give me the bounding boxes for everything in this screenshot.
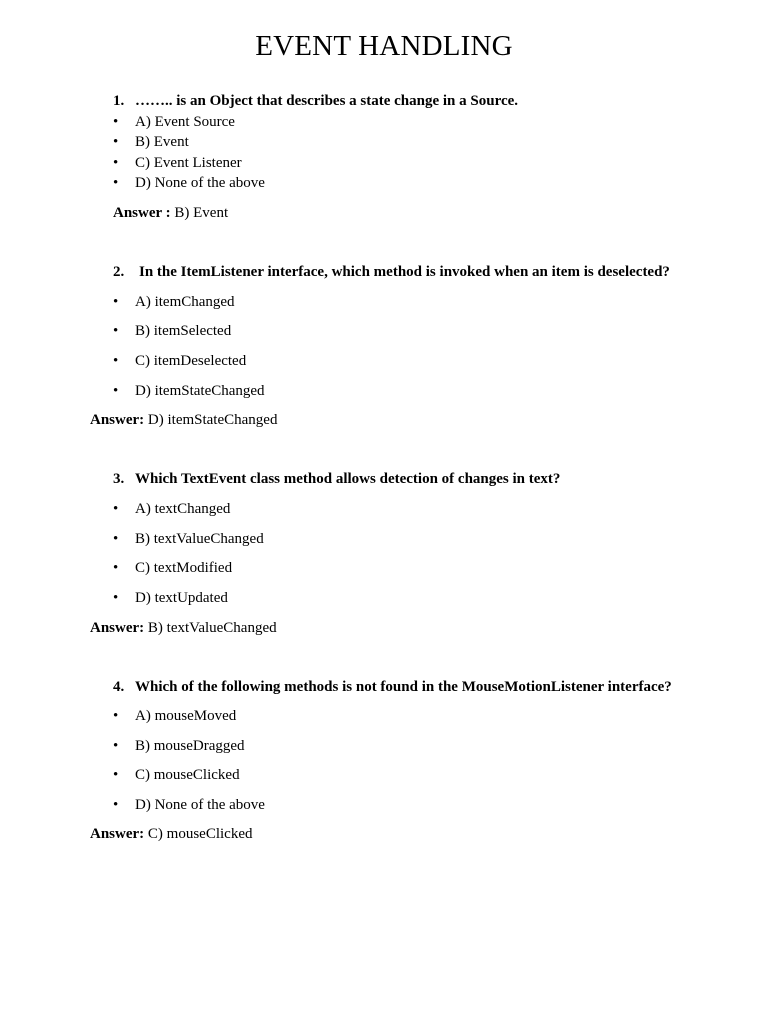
question-3 [113, 471, 560, 488]
bullet-icon: • [113, 114, 119, 130]
option-4a [113, 708, 236, 725]
option-3d [113, 590, 228, 607]
answer-label: Answer : [113, 205, 171, 221]
bullet-icon: • [113, 560, 119, 576]
bullet-icon: • [113, 797, 119, 813]
option-1a [113, 114, 235, 131]
option-1d [113, 175, 265, 192]
answer-label: Answer: [90, 620, 145, 636]
option-text: B) mouseDragged [135, 738, 245, 754]
option-text: A) textChanged [135, 501, 231, 517]
option-text: D) itemStateChanged [135, 383, 265, 399]
answer-2 [90, 412, 277, 429]
option-4d [113, 797, 265, 814]
bullet-icon: • [113, 175, 119, 191]
option-3b [113, 531, 264, 548]
answer-4 [90, 826, 252, 843]
option-2b [113, 323, 231, 340]
option-2a [113, 294, 235, 311]
option-2c [113, 353, 246, 370]
option-text: C) Event Listener [135, 155, 242, 171]
option-text: A) itemChanged [135, 294, 235, 310]
bullet-icon: • [113, 531, 119, 547]
option-text: B) textValueChanged [135, 531, 264, 547]
option-text: B) Event [135, 134, 189, 150]
question-2 [113, 264, 670, 281]
answer-1 [113, 205, 228, 222]
bullet-icon: • [113, 767, 119, 783]
option-3c [113, 560, 232, 577]
question-number: 2. [113, 264, 125, 280]
option-text: C) mouseClicked [135, 767, 240, 783]
bullet-icon: • [113, 323, 119, 339]
option-text: B) itemSelected [135, 323, 232, 339]
question-number: 3. [113, 471, 125, 487]
option-2d [113, 383, 265, 400]
page-title: EVENT HANDLING [255, 30, 513, 62]
question-text: …….. is an Object that describes a state change in a Source. [135, 93, 519, 109]
option-text: D) textUpdated [135, 590, 228, 606]
option-1b [113, 134, 189, 151]
answer-value: B) Event [174, 205, 229, 221]
option-text: C) textModified [135, 560, 233, 576]
option-4b [113, 738, 245, 755]
bullet-icon: • [113, 155, 119, 171]
answer-label: Answer: [90, 412, 145, 428]
option-text: D) None of the above [135, 797, 265, 813]
bullet-icon: • [113, 134, 119, 150]
option-text: C) itemDeselected [135, 353, 247, 369]
answer-value: D) itemStateChanged [147, 412, 278, 428]
answer-3 [90, 620, 277, 637]
bullet-icon: • [113, 294, 119, 310]
question-number: 4. [113, 679, 125, 695]
bullet-icon: • [113, 383, 119, 399]
option-3a [113, 501, 230, 518]
answer-value: B) textValueChanged [147, 620, 277, 636]
bullet-icon: • [113, 708, 119, 724]
question-text: In the ItemListener interface, which method is invoked when an item is deselected? [139, 264, 670, 280]
question-1 [113, 93, 518, 110]
option-text: D) None of the above [135, 175, 265, 191]
question-4 [113, 679, 672, 696]
bullet-icon: • [113, 353, 119, 369]
question-number: 1. [113, 93, 125, 109]
question-text: Which of the following methods is not found in the MouseMotionListener interface? [135, 679, 672, 695]
answer-value: C) mouseClicked [147, 826, 253, 842]
option-4c [113, 767, 240, 784]
option-text: A) mouseMoved [135, 708, 237, 724]
option-1c [113, 155, 242, 172]
bullet-icon: • [113, 590, 119, 606]
question-text: Which TextEvent class method allows detection of changes in text? [135, 471, 561, 487]
answer-label: Answer: [90, 826, 145, 842]
option-text: A) Event Source [135, 114, 235, 130]
bullet-icon: • [113, 501, 119, 517]
bullet-icon: • [113, 738, 119, 754]
